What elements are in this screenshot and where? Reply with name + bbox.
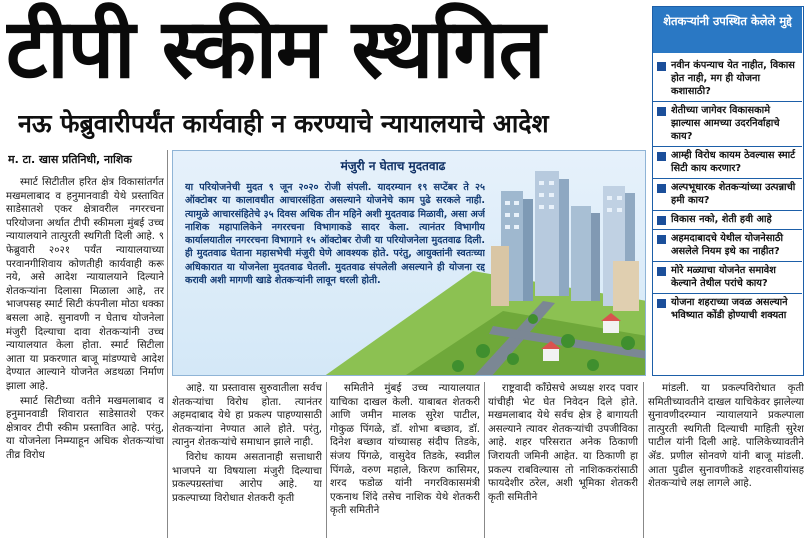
building-shape	[491, 246, 509, 306]
building-shape	[571, 206, 591, 301]
article-column-4	[488, 382, 638, 538]
square-bullet-icon	[657, 62, 666, 71]
building-shape	[613, 261, 639, 311]
article-column-3	[330, 382, 480, 538]
list-item-text: विकास नको, शेती हवी आहे	[671, 214, 772, 225]
column-divider	[326, 382, 327, 538]
building-shape	[559, 179, 569, 296]
list-item-text: मोरे मळ्याचा योजनेत समावेश केल्याने तेथील परांचे काय?	[671, 265, 776, 289]
byline: म. टा. खास प्रतिनिधी, नाशिक	[8, 153, 132, 166]
highlight-box	[172, 150, 646, 376]
square-bullet-icon	[657, 216, 666, 225]
list-item-text: योजना शहराच्या जवळ असल्याने भविष्यात कोंडी होण्याची शक्यता	[671, 297, 788, 321]
building-shape	[591, 213, 600, 301]
box-title: मंजुरी न घेताच मुदतवाढ	[340, 159, 446, 173]
list-item	[653, 147, 802, 179]
paragraph: मांडली. या प्रकल्पविरोधात कृती समितीच्यावतीने दाखल याचिकेवर झालेल्या सुनावणीदरम्यान न्यायालयाने प्रकल्पाला तात्पुरती स्थगिती दिल्याची माहिती सुरेश पाटील यांनी दिली आहे. पालिकेच्यावतीने ॲड. प्रणील सोनवणे यांनी बाजू मांडली. आता पुढील सुनावणीकडे शहरवासीयांसह शेतकऱ्यांचे लक्ष लागले आहे.	[648, 383, 804, 490]
subheadline: नऊ फेब्रुवारीपर्यंत कार्यवाही न करण्याचे न्यायालयाचे आदेश	[18, 109, 549, 138]
house-shape	[543, 349, 559, 361]
building-shape	[535, 171, 559, 296]
building-shape	[523, 199, 533, 301]
paragraph: समितीने मुंबई उच्च न्यायालयात याचिका दाखल केली. याबाबत शेतकरी आणि जमीन मालक सुरेश पाटील, गोकुळ पिंगळे, डॉ. शोभा बच्छाव, डॉ. दिनेश बच्छाव यांच्यासह संदीप तिडके, संजय पिंगळे, वासुदेव तिडके, स्वप्नील पिंगळे, वरुण महाले, किरण कासिमर, शरद फडोळ यांनी नगरविकासमंत्री एकनाथ शिंदे तसेच नाशिक येथे शेतकरी कृती समितीने	[330, 383, 480, 517]
square-bullet-icon	[657, 299, 666, 308]
list-item-text: आम्ही विरोध कायम ठेवल्यास स्मार्ट सिटी काय करणार?	[671, 150, 796, 174]
list-item	[653, 262, 802, 294]
list-item-text: अहमदाबादचे येथील योजनेसाठी असलेले नियम इथे का नाहीत?	[671, 233, 784, 257]
sidebar-title: शेतकऱ्यांनी उपस्थित केलेले मुद्दे	[653, 7, 802, 53]
list-item	[653, 102, 802, 147]
paragraph: आहे. या प्रस्तावास सुरुवातीला सर्वच शेतकऱ्यांचा विरोध होता. त्यानंतर अहमदाबाद येथे हा प्रकल्प पाहण्यासाठी शेतकऱ्यांना नेण्यात आले होते. परंतु, त्यानुन शेतकऱ्यांचे समाधान झाले नाही.	[172, 383, 322, 449]
sidebar-list	[653, 57, 802, 325]
column-divider	[484, 382, 485, 538]
list-item	[653, 294, 802, 325]
square-bullet-icon	[657, 107, 666, 116]
headline: टीपी स्कीम स्थगित	[6, 2, 545, 97]
list-item	[653, 179, 802, 211]
list-item	[653, 57, 802, 102]
list-item	[653, 211, 802, 230]
article-column-5	[648, 382, 804, 538]
square-bullet-icon	[657, 152, 666, 161]
farmers-issues-sidebar	[652, 6, 804, 376]
square-bullet-icon	[657, 184, 666, 193]
column-divider	[167, 150, 168, 538]
list-item-text: नवीन कंपन्याच येत नाहीत, विकास होत नाही, मग ही योजना कशासाठी?	[671, 60, 795, 97]
house-shape	[603, 321, 619, 333]
paragraph: स्मार्ट सिटीतील हरित क्षेत्र विकासांतर्गत मखमलाबाद व हनुमानवाडी येथे प्रस्तावित साडेसातशे एकर क्षेत्रावरील नगररचना परियोजना अर्थात टीपी स्कीमला मुंबई उच्च न्यायालयाने तात्पुरती स्थगिती दिली आहे. ९ फेब्रुवारी २०२१ पर्यंत न्यायालयाच्या परवानगीशिवाय कोणतीही कार्यवाही करू नये, असे आदेश न्यायालयाने दिल्याने शेतकऱ्यांना दिलासा मिळाला आहे, तर भाजपसह स्मार्ट सिटी कंपनीला मोठा धक्का बसला आहे. सुनावणी न घेताच योजनेला मंजुरी दिल्याचा दावा शेतकऱ्यांनी उच्च न्यायालयात केला होता. स्मार्ट सिटीला आता या प्रकरणात बाजू मांडण्याचे आदेश देण्यात आल्याने योजनेत अडथळा निर्माण झाला आहे.	[6, 177, 164, 392]
paragraph: स्मार्ट सिटीच्या वतीने मखमलाबाद व हनुमानवाडी शिवारात साडेसातशे एकर क्षेत्रावर टीपी स्कीम प्रस्तावित आहे. परंतु, या योजनेला निम्म्याहून अधिक शेतकऱ्यांचा तीव्र विरोध	[6, 395, 164, 461]
column-divider	[643, 382, 644, 538]
article-column-2	[172, 382, 322, 538]
article-column-1	[6, 176, 164, 538]
paragraph: विरोध कायम असतानाही सत्ताधारी भाजपने या विषयाला मंजुरी दिल्याचा प्रकल्पग्रस्तांचा आरोप आहे. या प्रकल्पाच्या विरोधात शेतकरी कृती	[172, 451, 322, 504]
list-item-text: शेतीच्या जागेवर विकासकामे झाल्यास आमच्या उदरनिर्वाहाचे काय?	[671, 105, 780, 142]
list-item-text: अल्पभूधारक शेतकऱ्यांच्या उत्पन्नाची हमी काय?	[671, 182, 796, 206]
square-bullet-icon	[657, 235, 666, 244]
square-bullet-icon	[657, 267, 666, 276]
box-text: या परियोजनेची मुदत ९ जून २०२० रोजी संपली. यादरम्यान १९ सप्टेंबर ते २५ ऑक्टोबर या कालावधीत आचारसंहिता असल्याने योजनेचे काम पुढे सरकले नाही. त्यामुळे आचारसंहितेचे ३५ दिवस अधिक तीन महिने अशी मुदतवाढ मिळावी, असा अर्ज नाशिक महापालिकेने नगररचना विभागाकडे सादर केला. त्यानंतर विभागीय कार्यालयातील नगररचना विभागाने १५ ऑक्टोबर रोजी या परियोजनेला मुदतवाढ दिली. ही मुदतवाढ घेताना महासभेची मंजुरी घेणे आवश्यक होते. परंतु, आयुक्तांनी स्वतःच्या अधिकारात या योजनेला मुदतवाढ घेतली. मुदतवाढ संपलेली असल्याने ही योजना रद्द करावी अशी मागणी खाडे शेतकऱ्यांनी लावून धरली होती.	[185, 182, 485, 287]
paragraph: राष्ट्रवादी काँग्रेसचे अध्यक्ष शरद पवार यांचीही भेट घेत निवेदन दिले होते. मखमलाबाद येथे सर्वच क्षेत्र हे बागायती असल्याने त्यावर शेतकऱ्यांची उपजीविका आहे. शहर परिसरात अनेक ठिकाणी जिरायती जमिनी आहेत. या ठिकाणी हा प्रकल्प राबविल्यास तो नाशिककरांसाठी फायदेशीर ठरेल, अशी भूमिका शेतकरी कृती समितीने	[488, 383, 638, 503]
list-item	[653, 230, 802, 262]
